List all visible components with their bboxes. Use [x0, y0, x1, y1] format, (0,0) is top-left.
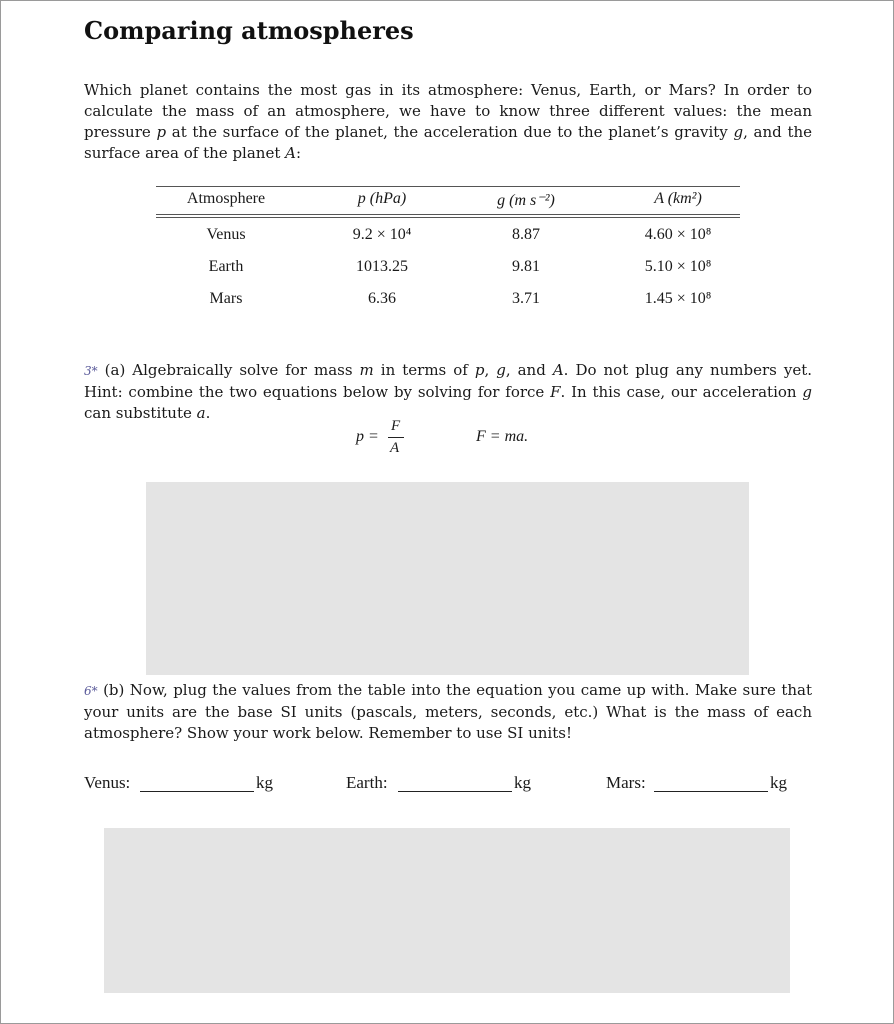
- equation-fraction-numerator: F: [391, 418, 401, 434]
- table-cell-g: 9.81: [512, 258, 540, 275]
- question-text: can substitute: [84, 404, 197, 422]
- intro-text: :: [295, 144, 302, 162]
- var-a: a: [196, 404, 206, 422]
- venus-label: Venus:: [84, 773, 131, 792]
- equation-force: F = ma.: [476, 428, 529, 445]
- venus-unit: kg: [256, 773, 273, 792]
- question-a: [84, 360, 812, 424]
- table-cell-A: 5.10 × 10⁸: [644, 258, 712, 275]
- table-top-rule: [156, 186, 740, 187]
- table-header-rule: [156, 214, 740, 215]
- table-cell-p: 1013.25: [356, 258, 408, 275]
- earth-blank[interactable]: [398, 791, 512, 792]
- earth-label: Earth:: [346, 773, 388, 792]
- intro-text: at the surface of the planet, the acceleration due to the planet’s gravity: [166, 123, 734, 141]
- intro-text: , and the surface area of the planet: [84, 123, 813, 162]
- header-atmosphere: Atmosphere: [186, 190, 266, 207]
- var-g: g: [496, 361, 506, 379]
- table-cell-p: 6.36: [368, 290, 396, 307]
- question-text: ,: [484, 361, 497, 379]
- equation-fraction-denominator: A: [390, 440, 400, 456]
- venus-blank[interactable]: [140, 791, 254, 792]
- intro-text: Which planet contains the most gas in its atmosphere: Venus, Earth, or Mars? In order to calculate the mass of an atmosphere, we have to know three different values: the mean pressure: [84, 81, 812, 141]
- var-A: A: [285, 144, 296, 162]
- question-text: , and: [505, 361, 553, 379]
- question-text: . Do not plug any numbers yet. Hint: combine the two equations below by solving for force: [84, 361, 813, 401]
- question-text: in terms of: [373, 361, 475, 379]
- var-m: m: [359, 361, 374, 379]
- page-title: Comparing atmospheres: [84, 16, 414, 45]
- var-g: g: [802, 383, 812, 401]
- table-cell-A: 1.45 × 10⁸: [644, 290, 712, 307]
- table-cell-p: 9.2 × 10⁴: [352, 226, 412, 243]
- var-p: p: [156, 123, 167, 141]
- table-cell-g: 3.71: [512, 290, 540, 307]
- question-b: [84, 680, 812, 744]
- header-gravity: g (m s⁻²): [497, 192, 555, 209]
- var-A: A: [552, 361, 564, 379]
- mars-label: Mars:: [606, 773, 646, 792]
- var-p: p: [474, 361, 485, 379]
- table-header-rule-2: [156, 217, 740, 218]
- equation-pressure-lhs: p =: [356, 428, 379, 445]
- header-pressure: p (hPa): [357, 190, 407, 207]
- points-badge: 6*: [84, 684, 98, 698]
- mars-unit: kg: [770, 773, 787, 792]
- atmosphere-table: [156, 186, 740, 316]
- earth-unit: kg: [514, 773, 531, 792]
- table-cell-A: 4.60 × 10⁸: [644, 226, 712, 243]
- table-cell-planet: Mars: [209, 290, 243, 307]
- mars-blank[interactable]: [654, 791, 768, 792]
- header-area: A (km²): [654, 190, 702, 207]
- question-text: (a) Algebraically solve for mass: [97, 361, 360, 379]
- equation-fraction-bar: [388, 437, 404, 438]
- var-F: F: [550, 383, 561, 401]
- var-g: g: [733, 123, 744, 141]
- question-text: . In this case, our acceleration: [560, 383, 803, 401]
- question-text: .: [205, 404, 211, 422]
- answer-box-a[interactable]: [146, 482, 749, 675]
- answer-box-b[interactable]: [104, 828, 790, 993]
- intro-paragraph: [84, 80, 812, 164]
- points-badge: 3*: [84, 364, 98, 378]
- question-text: (b) Now, plug the values from the table into the equation you came up with. Make sure that your units are the base SI units (pascals, meters, seconds, etc.) What is the mass of each atmosphere? Show your work below. Remember to use SI units!: [84, 681, 812, 742]
- table-cell-g: 8.87: [512, 226, 540, 243]
- table-cell-planet: Earth: [208, 258, 244, 275]
- table-cell-planet: Venus: [206, 226, 246, 243]
